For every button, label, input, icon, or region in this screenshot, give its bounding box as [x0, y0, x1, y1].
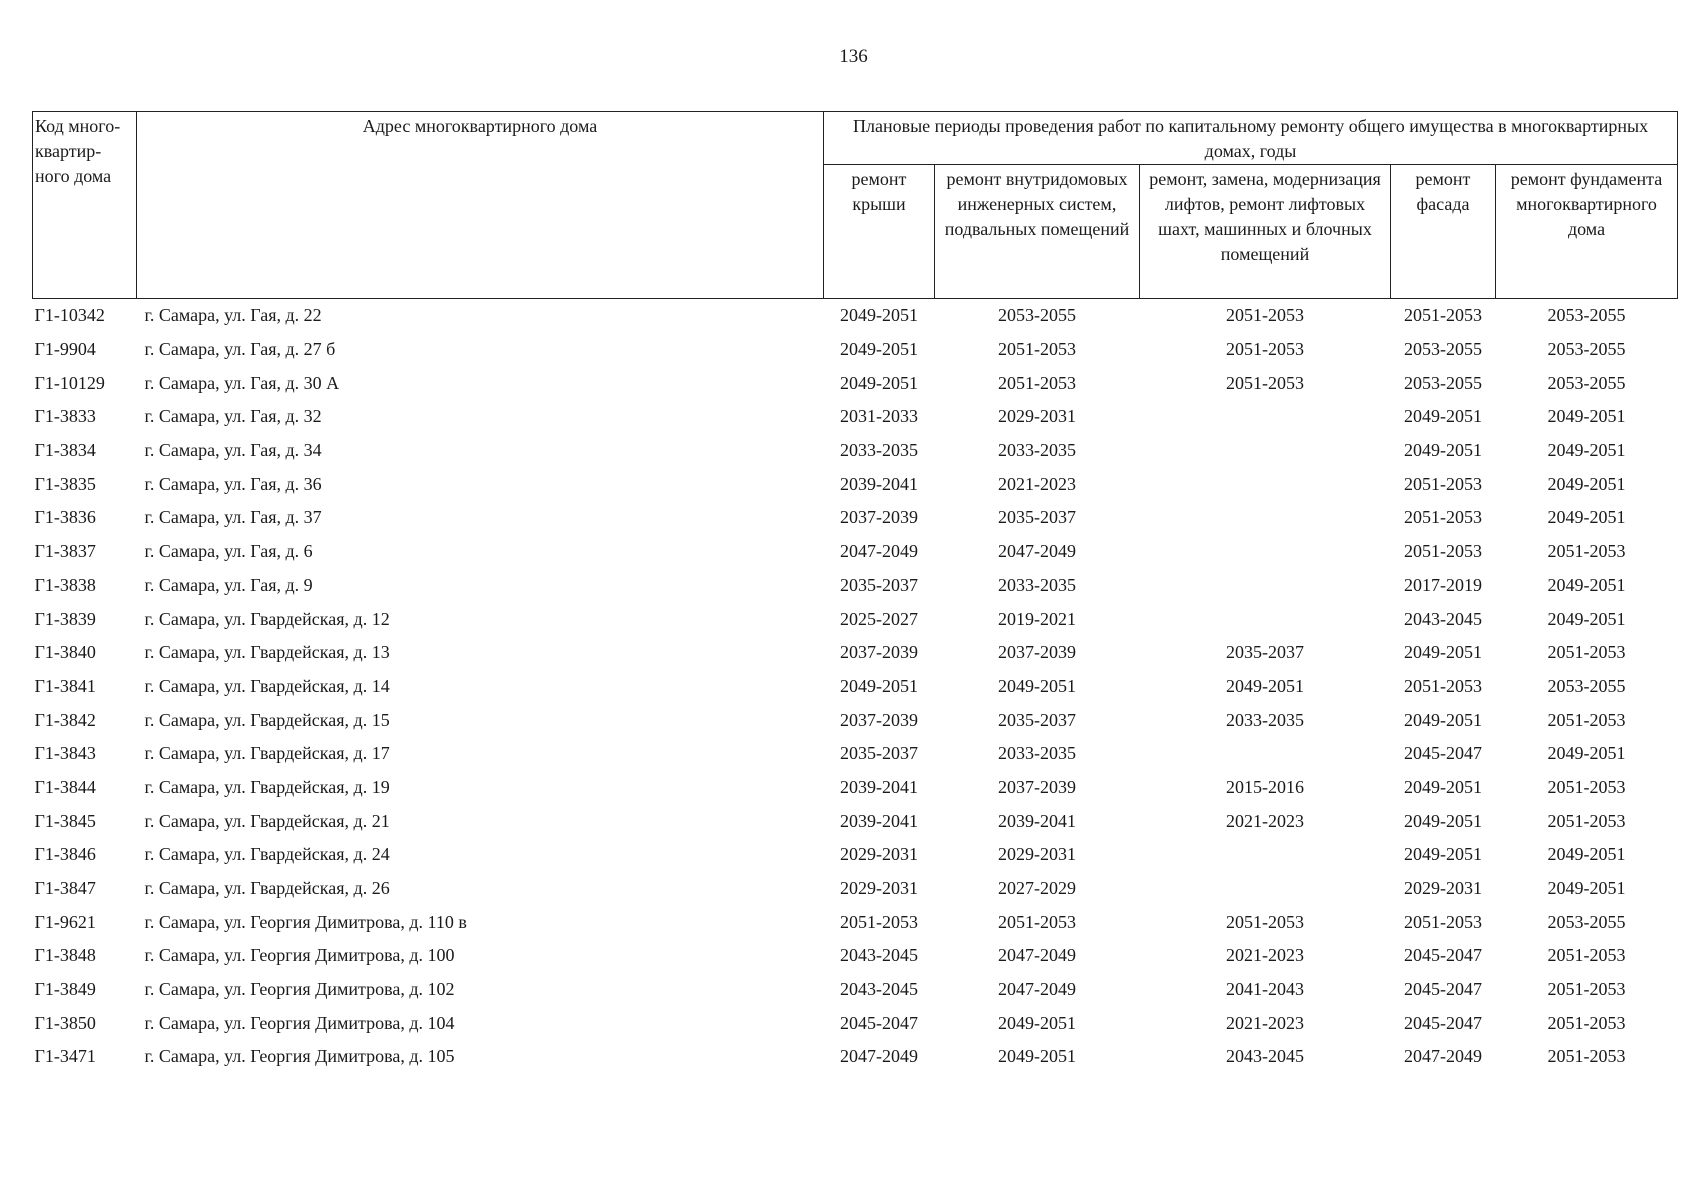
header-facade: ремонт фасада [1391, 165, 1496, 299]
cell-elevators [1140, 501, 1391, 535]
table-body [33, 299, 1678, 1074]
cell-foundation: 2051-2053 [1547, 642, 1626, 663]
cell-foundation: 2051-2053 [1547, 709, 1626, 730]
cell-elevators: 2015-2016 [1226, 776, 1304, 797]
cell-code: Г1-3844 [34, 776, 96, 797]
cell-elevators [1140, 569, 1391, 603]
cell-roof: 2043-2045 [840, 945, 918, 966]
repair-periods-table [32, 111, 1678, 1074]
cell-elevators [1140, 467, 1391, 501]
cell-code: Г1-3834 [34, 440, 96, 461]
cell-foundation: 2049-2051 [1547, 406, 1626, 427]
cell-facade: 2047-2049 [1404, 1046, 1482, 1067]
cell-engineering: 2049-2051 [998, 1012, 1076, 1033]
cell-address: г. Самара, ул. Гвардейская, д. 12 [144, 608, 390, 629]
cell-roof: 2049-2051 [840, 372, 918, 393]
cell-address: г. Самара, ул. Гая, д. 22 [144, 305, 322, 326]
cell-code: Г1-10129 [34, 372, 105, 393]
cell-roof: 2039-2041 [840, 776, 918, 797]
table-row [33, 636, 1678, 670]
cell-engineering: 2029-2031 [998, 844, 1076, 865]
cell-engineering: 2051-2053 [998, 911, 1076, 932]
header-address: Адрес многоквартирного дома [137, 112, 824, 299]
cell-roof: 2049-2051 [840, 675, 918, 696]
cell-foundation: 2049-2051 [1547, 507, 1626, 528]
cell-engineering: 2049-2051 [998, 675, 1076, 696]
cell-address: г. Самара, ул. Гвардейская, д. 21 [144, 810, 390, 831]
cell-engineering: 2051-2053 [998, 372, 1076, 393]
cell-address: г. Самара, ул. Гая, д. 6 [144, 541, 313, 562]
cell-roof: 2037-2039 [840, 642, 918, 663]
cell-elevators: 2051-2053 [1226, 911, 1304, 932]
cell-roof: 2035-2037 [840, 743, 918, 764]
cell-address: г. Самара, ул. Гвардейская, д. 19 [144, 776, 390, 797]
cell-code: Г1-3839 [34, 608, 96, 629]
cell-code: Г1-3471 [34, 1046, 96, 1067]
cell-address: г. Самара, ул. Гая, д. 32 [144, 406, 322, 427]
cell-elevators: 2051-2053 [1226, 339, 1304, 360]
cell-facade: 2049-2051 [1404, 440, 1482, 461]
cell-engineering: 2047-2049 [998, 945, 1076, 966]
cell-engineering: 2037-2039 [998, 642, 1076, 663]
cell-facade: 2051-2053 [1404, 541, 1482, 562]
cell-facade: 2029-2031 [1404, 878, 1482, 899]
cell-foundation: 2051-2053 [1547, 945, 1626, 966]
cell-code: Г1-3836 [34, 507, 96, 528]
cell-facade: 2049-2051 [1404, 810, 1482, 831]
cell-foundation: 2049-2051 [1547, 574, 1626, 595]
cell-elevators: 2041-2043 [1226, 979, 1304, 1000]
cell-roof: 2039-2041 [840, 810, 918, 831]
cell-engineering: 2035-2037 [998, 507, 1076, 528]
table-row [33, 501, 1678, 535]
cell-roof: 2047-2049 [840, 1046, 918, 1067]
cell-engineering: 2035-2037 [998, 709, 1076, 730]
cell-facade: 2051-2053 [1404, 473, 1482, 494]
table-row [33, 1006, 1678, 1040]
cell-foundation: 2051-2053 [1547, 810, 1626, 831]
cell-code: Г1-3842 [34, 709, 96, 730]
cell-foundation: 2051-2053 [1547, 541, 1626, 562]
cell-engineering: 2051-2053 [998, 339, 1076, 360]
cell-engineering: 2033-2035 [998, 440, 1076, 461]
cell-address: г. Самара, ул. Гая, д. 34 [144, 440, 322, 461]
cell-address: г. Самара, ул. Георгия Димитрова, д. 102 [144, 979, 455, 1000]
cell-code: Г1-3835 [34, 473, 96, 494]
cell-facade: 2045-2047 [1404, 945, 1482, 966]
cell-elevators: 2049-2051 [1226, 675, 1304, 696]
cell-foundation: 2051-2053 [1547, 979, 1626, 1000]
cell-elevators: 2035-2037 [1226, 642, 1304, 663]
cell-address: г. Самара, ул. Гая, д. 30 А [144, 372, 340, 393]
cell-foundation: 2049-2051 [1547, 608, 1626, 629]
cell-engineering: 2019-2021 [998, 608, 1076, 629]
cell-elevators [1140, 872, 1391, 906]
table-row [33, 838, 1678, 872]
table-row [33, 400, 1678, 434]
cell-facade: 2045-2047 [1404, 1012, 1482, 1033]
header-engineering: ремонт внутридомовых инженерных систем, подвальных помещений [935, 165, 1140, 299]
cell-elevators [1140, 434, 1391, 468]
cell-foundation: 2049-2051 [1547, 878, 1626, 899]
table-row [33, 804, 1678, 838]
cell-facade: 2051-2053 [1404, 507, 1482, 528]
header-periods-group: Плановые периоды проведения работ по капитальному ремонту общего имущества в многоквартирных домах, годы [824, 112, 1678, 165]
table-row [33, 973, 1678, 1007]
cell-roof: 2031-2033 [840, 406, 918, 427]
cell-roof: 2051-2053 [840, 911, 918, 932]
cell-roof: 2039-2041 [840, 473, 918, 494]
cell-facade: 2049-2051 [1404, 406, 1482, 427]
cell-code: Г1-3847 [34, 878, 96, 899]
table-row [33, 366, 1678, 400]
header-roof: ремонт крыши [824, 165, 935, 299]
cell-address: г. Самара, ул. Георгия Димитрова, д. 104 [144, 1012, 455, 1033]
cell-facade: 2051-2053 [1404, 305, 1482, 326]
cell-code: Г1-3840 [34, 642, 96, 663]
cell-foundation: 2051-2053 [1547, 1012, 1626, 1033]
cell-code: Г1-9904 [34, 339, 96, 360]
cell-address: г. Самара, ул. Георгия Димитрова, д. 110 в [144, 911, 467, 932]
cell-roof: 2033-2035 [840, 440, 918, 461]
cell-code: Г1-3838 [34, 574, 96, 595]
cell-address: г. Самара, ул. Гвардейская, д. 15 [144, 709, 390, 730]
cell-facade: 2051-2053 [1404, 675, 1482, 696]
cell-roof: 2045-2047 [840, 1012, 918, 1033]
cell-code: Г1-10342 [34, 305, 105, 326]
cell-roof: 2035-2037 [840, 574, 918, 595]
cell-code: Г1-9621 [34, 911, 96, 932]
cell-elevators: 2033-2035 [1226, 709, 1304, 730]
cell-address: г. Самара, ул. Георгия Димитрова, д. 100 [144, 945, 455, 966]
table-row [33, 872, 1678, 906]
table-row [33, 670, 1678, 704]
page-number: 136 [839, 46, 868, 67]
cell-foundation: 2053-2055 [1547, 372, 1626, 393]
cell-facade: 2017-2019 [1404, 574, 1482, 595]
cell-roof: 2049-2051 [840, 339, 918, 360]
table-row [33, 434, 1678, 468]
cell-engineering: 2027-2029 [998, 878, 1076, 899]
cell-facade: 2049-2051 [1404, 642, 1482, 663]
cell-address: г. Самара, ул. Георгия Димитрова, д. 105 [144, 1046, 455, 1067]
cell-foundation: 2053-2055 [1547, 911, 1626, 932]
cell-roof: 2025-2027 [840, 608, 918, 629]
cell-address: г. Самара, ул. Гая, д. 37 [144, 507, 322, 528]
cell-address: г. Самара, ул. Гая, д. 27 б [144, 339, 336, 360]
table-row [33, 905, 1678, 939]
table-row [33, 535, 1678, 569]
cell-elevators: 2021-2023 [1226, 945, 1304, 966]
cell-roof: 2029-2031 [840, 878, 918, 899]
table-row [33, 939, 1678, 973]
cell-elevators [1140, 400, 1391, 434]
cell-code: Г1-3850 [34, 1012, 96, 1033]
cell-engineering: 2033-2035 [998, 743, 1076, 764]
cell-roof: 2037-2039 [840, 709, 918, 730]
cell-foundation: 2051-2053 [1547, 1046, 1626, 1067]
cell-facade: 2049-2051 [1404, 844, 1482, 865]
cell-foundation: 2053-2055 [1547, 675, 1626, 696]
cell-address: г. Самара, ул. Гвардейская, д. 13 [144, 642, 390, 663]
cell-engineering: 2021-2023 [998, 473, 1076, 494]
cell-elevators [1140, 535, 1391, 569]
cell-code: Г1-3843 [34, 743, 96, 764]
cell-code: Г1-3845 [34, 810, 96, 831]
cell-elevators [1140, 737, 1391, 771]
cell-foundation: 2053-2055 [1547, 305, 1626, 326]
cell-engineering: 2053-2055 [998, 305, 1076, 326]
cell-facade: 2049-2051 [1404, 776, 1482, 797]
cell-address: г. Самара, ул. Гвардейская, д. 24 [144, 844, 390, 865]
cell-address: г. Самара, ул. Гвардейская, д. 17 [144, 743, 390, 764]
cell-elevators: 2051-2053 [1226, 305, 1304, 326]
cell-engineering: 2049-2051 [998, 1046, 1076, 1067]
cell-elevators [1140, 602, 1391, 636]
cell-address: г. Самара, ул. Гая, д. 9 [144, 574, 313, 595]
cell-engineering: 2029-2031 [998, 406, 1076, 427]
cell-roof: 2047-2049 [840, 541, 918, 562]
cell-facade: 2045-2047 [1404, 743, 1482, 764]
cell-elevators: 2021-2023 [1226, 1012, 1304, 1033]
cell-elevators [1140, 838, 1391, 872]
cell-engineering: 2033-2035 [998, 574, 1076, 595]
cell-facade: 2049-2051 [1404, 709, 1482, 730]
cell-engineering: 2039-2041 [998, 810, 1076, 831]
cell-address: г. Самара, ул. Гвардейская, д. 14 [144, 675, 390, 696]
table-row [33, 703, 1678, 737]
cell-foundation: 2049-2051 [1547, 440, 1626, 461]
cell-engineering: 2037-2039 [998, 776, 1076, 797]
cell-facade: 2045-2047 [1404, 979, 1482, 1000]
header-foundation: ремонт фундамента многоквартирного дома [1496, 165, 1678, 299]
cell-engineering: 2047-2049 [998, 979, 1076, 1000]
table-row [33, 602, 1678, 636]
cell-foundation: 2049-2051 [1547, 743, 1626, 764]
cell-roof: 2029-2031 [840, 844, 918, 865]
cell-engineering: 2047-2049 [998, 541, 1076, 562]
cell-roof: 2043-2045 [840, 979, 918, 1000]
cell-foundation: 2053-2055 [1547, 339, 1626, 360]
header-elevators: ремонт, замена, модернизация лифтов, ремонт лифтовых шахт, машинных и блочных помещений [1140, 165, 1391, 299]
cell-code: Г1-3841 [34, 675, 96, 696]
cell-facade: 2053-2055 [1404, 372, 1482, 393]
table-row [33, 771, 1678, 805]
table-row [33, 299, 1678, 333]
table-header [33, 112, 1678, 299]
cell-roof: 2037-2039 [840, 507, 918, 528]
table-row [33, 569, 1678, 603]
capital-repair-schedule [32, 111, 1677, 1074]
cell-code: Г1-3848 [34, 945, 96, 966]
cell-elevators: 2051-2053 [1226, 372, 1304, 393]
cell-address: г. Самара, ул. Гвардейская, д. 26 [144, 878, 390, 899]
cell-foundation: 2051-2053 [1547, 776, 1626, 797]
cell-code: Г1-3849 [34, 979, 96, 1000]
cell-facade: 2053-2055 [1404, 339, 1482, 360]
cell-elevators: 2043-2045 [1226, 1046, 1304, 1067]
cell-foundation: 2049-2051 [1547, 844, 1626, 865]
cell-foundation: 2049-2051 [1547, 473, 1626, 494]
header-code: Код много-квартир-ного дома [33, 112, 137, 299]
table-row [33, 1040, 1678, 1074]
cell-code: Г1-3846 [34, 844, 96, 865]
cell-roof: 2049-2051 [840, 305, 918, 326]
table-row [33, 333, 1678, 367]
cell-code: Г1-3833 [34, 406, 96, 427]
cell-code: Г1-3837 [34, 541, 96, 562]
cell-address: г. Самара, ул. Гая, д. 36 [144, 473, 322, 494]
table-row [33, 467, 1678, 501]
table-row [33, 737, 1678, 771]
cell-elevators: 2021-2023 [1226, 810, 1304, 831]
cell-facade: 2051-2053 [1404, 911, 1482, 932]
cell-facade: 2043-2045 [1404, 608, 1482, 629]
